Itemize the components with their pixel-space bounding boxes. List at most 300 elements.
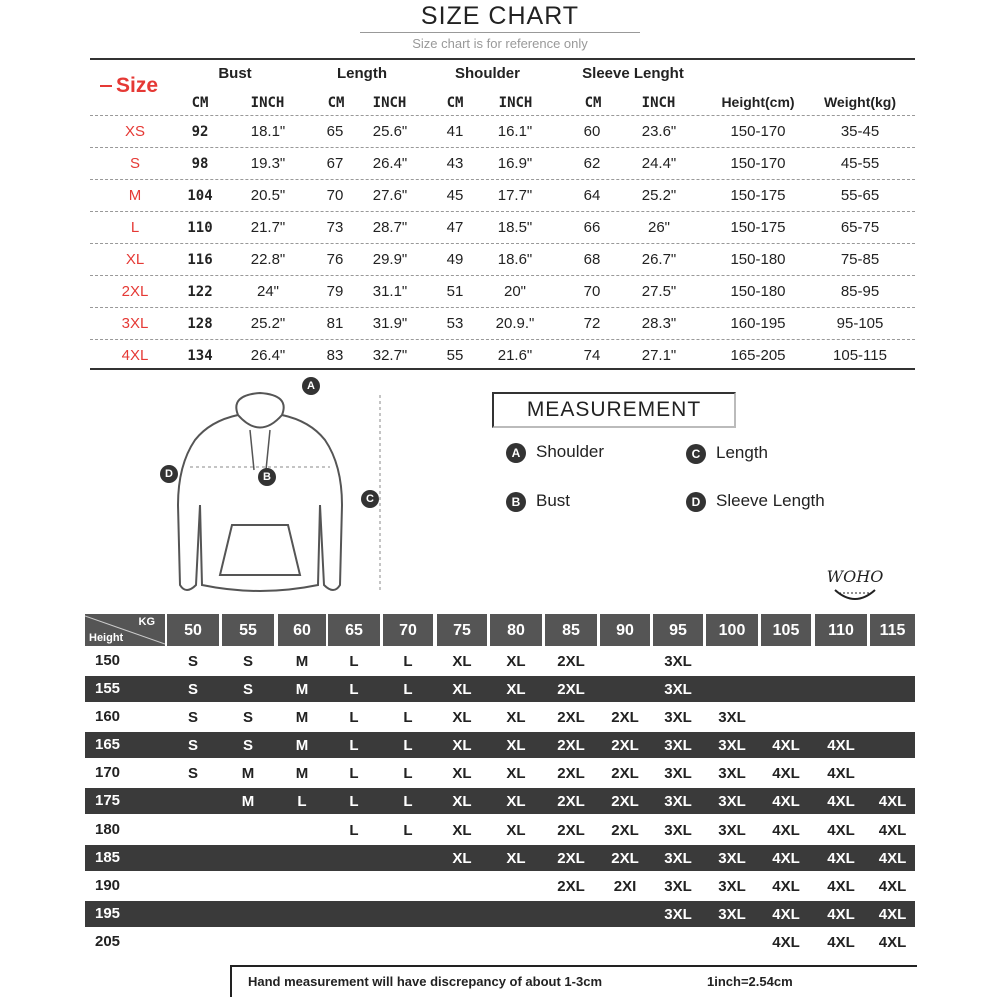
group-head-length: Length bbox=[337, 65, 387, 82]
size-value-cell: 19.3" bbox=[250, 155, 286, 172]
group-head-bust: Bust bbox=[218, 65, 252, 82]
size-name-cell: L bbox=[130, 219, 140, 236]
hw-row bbox=[85, 929, 915, 955]
size-recommendation-cell: 3XL bbox=[718, 709, 746, 726]
size-recommendation-cell: 3XL bbox=[664, 906, 692, 923]
size-value-cell: 150-170 bbox=[730, 123, 786, 140]
size-value-cell: 55-65 bbox=[840, 187, 880, 204]
height-label-cell: 180 bbox=[95, 821, 121, 838]
size-recommendation-cell: XL bbox=[506, 793, 526, 810]
hw-corner-cell: KG Height bbox=[85, 614, 165, 646]
weight-header-cell: 75 bbox=[437, 614, 487, 646]
height-label-cell: 185 bbox=[95, 849, 121, 866]
size-recommendation-cell: 4XL bbox=[878, 906, 907, 923]
size-recommendation-cell bbox=[167, 817, 219, 843]
size-recommendation-cell bbox=[815, 704, 867, 730]
size-name-cell: 2XL bbox=[121, 283, 149, 300]
hw-row bbox=[85, 732, 915, 758]
size-recommendation-cell: 4XL bbox=[878, 793, 907, 810]
size-row bbox=[90, 243, 915, 276]
size-row bbox=[90, 147, 915, 180]
size-recommendation-cell: L bbox=[403, 765, 413, 782]
size-value-cell: 110 bbox=[187, 220, 213, 236]
unit-head: INCH bbox=[250, 95, 285, 111]
legend-shoulder: A Shoulder bbox=[506, 441, 604, 463]
size-value-cell: 105-115 bbox=[833, 347, 887, 364]
size-recommendation-cell bbox=[278, 873, 326, 899]
hw-header-row bbox=[85, 614, 915, 646]
size-recommendation-cell bbox=[600, 676, 650, 702]
size-recommendation-cell: XL bbox=[452, 822, 472, 839]
size-value-cell: 70 bbox=[583, 283, 601, 300]
size-value-cell: 53 bbox=[446, 315, 464, 332]
height-label-cell: 190 bbox=[95, 877, 121, 894]
height-label-cell: 160 bbox=[95, 708, 121, 725]
size-value-cell: 92 bbox=[191, 124, 209, 140]
size-recommendation-cell bbox=[437, 873, 487, 899]
size-value-cell: 79 bbox=[326, 283, 344, 300]
size-recommendation-cell bbox=[490, 873, 542, 899]
size-value-cell: 134 bbox=[187, 348, 213, 364]
size-value-cell: 65 bbox=[326, 123, 344, 140]
size-value-cell: 21.6" bbox=[497, 347, 533, 364]
size-recommendation-cell bbox=[490, 901, 542, 927]
hw-row bbox=[85, 648, 915, 674]
size-value-cell: 41 bbox=[446, 123, 464, 140]
size-recommendation-cell: XL bbox=[452, 653, 472, 670]
size-recommendation-cell: 4XL bbox=[772, 793, 800, 810]
size-recommendation-cell bbox=[383, 929, 433, 955]
size-recommendation-cell: 2XL bbox=[557, 737, 585, 754]
size-name-cell: XS bbox=[124, 123, 145, 140]
size-recommendation-cell bbox=[437, 929, 487, 955]
size-recommendation-cell: 4XL bbox=[827, 822, 855, 839]
svg-text:WOHO: WOHO bbox=[826, 567, 884, 586]
size-recommendation-cell: 4XL bbox=[827, 934, 855, 951]
legend-bust: B Bust bbox=[506, 490, 570, 512]
size-recommendation-cell: 4XL bbox=[772, 737, 800, 754]
size-recommendation-cell bbox=[600, 929, 650, 955]
size-recommendation-cell: XL bbox=[452, 850, 472, 867]
size-value-cell: 83 bbox=[326, 347, 344, 364]
size-recommendation-cell bbox=[328, 845, 380, 871]
size-recommendation-cell: 3XL bbox=[718, 906, 746, 923]
weight-header-cell: 115 bbox=[870, 614, 915, 646]
size-recommendation-cell bbox=[653, 929, 703, 955]
size-recommendation-cell: 3XL bbox=[664, 793, 692, 810]
size-recommendation-cell bbox=[870, 648, 915, 674]
height-label-cell: 195 bbox=[95, 905, 121, 922]
size-value-cell: 18.6" bbox=[497, 251, 533, 268]
weight-header-cell: 105 bbox=[761, 614, 811, 646]
size-recommendation-cell: S bbox=[242, 709, 253, 726]
size-recommendation-cell: 4XL bbox=[878, 822, 907, 839]
size-value-cell: 150-170 bbox=[730, 155, 786, 172]
size-recommendation-cell: 4XL bbox=[772, 765, 800, 782]
discrepancy-note: Hand measurement will have discrepancy of about 1-3cm bbox=[248, 974, 603, 989]
size-recommendation-cell bbox=[870, 676, 915, 702]
size-recommendation-cell: XL bbox=[506, 709, 526, 726]
hw-row bbox=[85, 704, 915, 730]
weight-header-cell: 100 bbox=[706, 614, 758, 646]
size-recommendation-cell: L bbox=[349, 681, 359, 698]
size-value-cell: 26.4" bbox=[372, 155, 408, 172]
size-value-cell: 45 bbox=[446, 187, 464, 204]
size-value-cell: 49 bbox=[446, 251, 464, 268]
size-value-cell: 28.3" bbox=[641, 315, 677, 332]
size-row bbox=[90, 115, 915, 148]
size-recommendation-cell: L bbox=[349, 737, 359, 754]
size-recommendation-cell: 4XL bbox=[878, 934, 907, 951]
size-value-cell: 45-55 bbox=[840, 155, 880, 172]
size-value-cell: 23.6" bbox=[641, 123, 677, 140]
size-value-cell: 128 bbox=[187, 316, 213, 332]
size-value-cell: 55 bbox=[446, 347, 464, 364]
size-value-cell: 31.9" bbox=[372, 315, 408, 332]
size-recommendation-cell: 2XL bbox=[557, 709, 585, 726]
size-recommendation-cell: 4XL bbox=[878, 850, 907, 867]
badge-b: B bbox=[258, 468, 276, 486]
weight-header-cell: 50 bbox=[167, 614, 219, 646]
weight-header-cell: 90 bbox=[600, 614, 650, 646]
size-recommendation-cell: 3XL bbox=[664, 765, 692, 782]
hw-row bbox=[85, 901, 915, 927]
unit-head: CM bbox=[584, 95, 602, 111]
size-name-cell: 4XL bbox=[121, 347, 149, 364]
hw-row bbox=[85, 817, 915, 843]
group-head-sleeve: Sleeve Lenght bbox=[582, 65, 684, 82]
unit-head: INCH bbox=[372, 95, 407, 111]
weight-header-cell: 80 bbox=[490, 614, 542, 646]
size-value-cell: 70 bbox=[326, 187, 344, 204]
size-value-cell: 24.4" bbox=[641, 155, 677, 172]
size-value-cell: 62 bbox=[583, 155, 601, 172]
size-recommendation-cell bbox=[383, 901, 433, 927]
page-title: SIZE CHART bbox=[420, 2, 580, 30]
size-row bbox=[90, 275, 915, 308]
hw-row bbox=[85, 760, 915, 786]
size-recommendation-cell bbox=[328, 929, 380, 955]
measurement-title: MEASUREMENT bbox=[492, 392, 736, 428]
size-value-cell: 122 bbox=[187, 284, 213, 300]
size-recommendation-cell: 3XL bbox=[718, 878, 746, 895]
size-value-cell: 25.2" bbox=[641, 187, 677, 204]
size-value-cell: 150-180 bbox=[730, 283, 786, 300]
weight-header-cell: 70 bbox=[383, 614, 433, 646]
height-label-cell: 175 bbox=[95, 792, 121, 809]
size-value-cell: 20.9." bbox=[495, 315, 535, 332]
size-recommendation-cell bbox=[222, 817, 274, 843]
size-recommendation-cell: M bbox=[295, 709, 309, 726]
size-value-cell: 64 bbox=[583, 187, 601, 204]
size-recommendation-cell bbox=[278, 817, 326, 843]
size-value-cell: 25.6" bbox=[372, 123, 408, 140]
title-divider bbox=[360, 32, 640, 33]
size-recommendation-cell: XL bbox=[506, 737, 526, 754]
size-recommendation-cell: 2XL bbox=[557, 653, 585, 670]
height-label-cell: 165 bbox=[95, 736, 121, 753]
size-value-cell: 85-95 bbox=[840, 283, 880, 300]
unit-head: INCH bbox=[641, 95, 676, 111]
size-recommendation-cell bbox=[706, 929, 758, 955]
conversion-note: 1inch=2.54cm bbox=[707, 974, 793, 989]
size-recommendation-cell: 4XL bbox=[772, 850, 800, 867]
size-value-cell: 73 bbox=[326, 219, 344, 236]
page-subtitle: Size chart is for reference only bbox=[412, 36, 588, 51]
size-recommendation-cell bbox=[328, 901, 380, 927]
size-table-top-border bbox=[90, 58, 915, 60]
badge-a: A bbox=[302, 377, 320, 395]
unit-head: INCH bbox=[498, 95, 533, 111]
size-value-cell: 26" bbox=[647, 219, 670, 236]
size-recommendation-cell: 3XL bbox=[664, 709, 692, 726]
size-value-cell: 68 bbox=[583, 251, 601, 268]
height-label-cell: 150 bbox=[95, 652, 121, 669]
size-value-cell: 98 bbox=[191, 156, 209, 172]
weight-header-cell: 65 bbox=[328, 614, 380, 646]
size-recommendation-cell bbox=[870, 732, 915, 758]
size-recommendation-cell: XL bbox=[452, 793, 472, 810]
size-recommendation-cell bbox=[222, 901, 274, 927]
size-recommendation-cell: L bbox=[349, 793, 359, 810]
size-recommendation-cell: L bbox=[403, 653, 413, 670]
size-recommendation-cell bbox=[545, 929, 597, 955]
size-value-cell: 31.1" bbox=[372, 283, 408, 300]
size-value-cell: 35-45 bbox=[840, 123, 880, 140]
legend-length: C Length bbox=[686, 442, 768, 464]
size-recommendation-cell: S bbox=[187, 709, 198, 726]
size-recommendation-cell: 2XL bbox=[557, 878, 585, 895]
size-name-cell: XL bbox=[125, 251, 145, 268]
size-recommendation-cell bbox=[761, 704, 811, 730]
size-value-cell: 165-205 bbox=[730, 347, 786, 364]
unit-head: CM bbox=[446, 95, 464, 111]
hw-row bbox=[85, 845, 915, 871]
height-label-cell: 205 bbox=[95, 933, 121, 950]
height-label-cell: 170 bbox=[95, 764, 121, 781]
size-recommendation-cell: M bbox=[241, 765, 255, 782]
size-value-cell: 27.1" bbox=[641, 347, 677, 364]
size-recommendation-cell: 3XL bbox=[718, 793, 746, 810]
size-recommendation-cell: 2XL bbox=[557, 822, 585, 839]
size-table-bottom-border bbox=[90, 368, 915, 370]
hw-row bbox=[85, 788, 915, 814]
size-value-cell: 116 bbox=[187, 252, 213, 268]
hoodie-diagram bbox=[150, 385, 390, 610]
size-value-cell: 67 bbox=[326, 155, 344, 172]
legend-sleeve-length: D Sleeve Length bbox=[686, 490, 825, 512]
size-value-cell: 160-195 bbox=[730, 315, 786, 332]
size-row bbox=[90, 307, 915, 340]
size-value-cell: 150-175 bbox=[730, 219, 786, 236]
size-recommendation-cell: M bbox=[241, 793, 255, 810]
size-recommendation-cell: L bbox=[349, 765, 359, 782]
weight-header-cell: 85 bbox=[545, 614, 597, 646]
size-recommendation-cell: 4XL bbox=[772, 822, 800, 839]
size-recommendation-cell: 4XL bbox=[827, 906, 855, 923]
size-value-cell: 22.8" bbox=[250, 251, 286, 268]
size-value-cell: 18.5" bbox=[497, 219, 533, 236]
size-value-cell: 74 bbox=[583, 347, 601, 364]
size-recommendation-cell bbox=[222, 929, 274, 955]
size-recommendation-cell: L bbox=[403, 822, 413, 839]
size-recommendation-cell bbox=[167, 901, 219, 927]
size-recommendation-cell: L bbox=[349, 822, 359, 839]
size-recommendation-cell: M bbox=[295, 737, 309, 754]
size-recommendation-cell: 4XL bbox=[772, 906, 800, 923]
size-recommendation-cell: 2XL bbox=[557, 793, 585, 810]
size-recommendation-cell: 2XL bbox=[611, 709, 639, 726]
size-recommendation-cell: 3XL bbox=[664, 653, 692, 670]
size-recommendation-cell bbox=[706, 676, 758, 702]
size-recommendation-cell: 2XL bbox=[611, 822, 639, 839]
size-recommendation-cell: 2XL bbox=[611, 850, 639, 867]
size-value-cell: 20" bbox=[503, 283, 526, 300]
size-recommendation-cell: S bbox=[242, 737, 253, 754]
size-recommendation-cell: 3XL bbox=[718, 737, 746, 754]
size-value-cell: 43 bbox=[446, 155, 464, 172]
size-recommendation-cell: 3XL bbox=[718, 765, 746, 782]
size-value-cell: 16.1" bbox=[497, 123, 533, 140]
size-row bbox=[90, 211, 915, 244]
size-recommendation-cell: 4XL bbox=[827, 793, 855, 810]
size-recommendation-cell: 4XL bbox=[827, 878, 855, 895]
size-recommendation-cell: 2XL bbox=[611, 737, 639, 754]
size-recommendation-cell bbox=[383, 873, 433, 899]
size-value-cell: 27.6" bbox=[372, 187, 408, 204]
group-head-shoulder: Shoulder bbox=[454, 65, 520, 82]
size-recommendation-cell bbox=[167, 845, 219, 871]
size-recommendation-cell: XL bbox=[506, 681, 526, 698]
unit-head-height: Height(cm) bbox=[721, 94, 795, 110]
weight-header-cell: 95 bbox=[653, 614, 703, 646]
size-recommendation-cell: 4XL bbox=[827, 737, 855, 754]
size-recommendation-cell: XL bbox=[506, 765, 526, 782]
weight-header-cell: 110 bbox=[815, 614, 867, 646]
size-recommendation-cell: 3XL bbox=[664, 878, 692, 895]
size-row bbox=[90, 179, 915, 212]
hw-row bbox=[85, 676, 915, 702]
size-name-cell: S bbox=[129, 155, 140, 172]
size-recommendation-cell: L bbox=[297, 793, 307, 810]
size-value-cell: 72 bbox=[583, 315, 601, 332]
size-recommendation-cell bbox=[490, 929, 542, 955]
size-value-cell: 26.4" bbox=[250, 347, 286, 364]
badge-d: D bbox=[160, 465, 178, 483]
size-recommendation-cell: 2XI bbox=[613, 878, 637, 895]
footer-note bbox=[230, 965, 917, 997]
size-value-cell: 65-75 bbox=[840, 219, 880, 236]
size-recommendation-cell: XL bbox=[506, 653, 526, 670]
size-recommendation-cell: L bbox=[403, 793, 413, 810]
size-value-cell: 24" bbox=[256, 283, 279, 300]
hw-row bbox=[85, 873, 915, 899]
size-name-cell: M bbox=[128, 187, 142, 204]
size-recommendation-cell bbox=[761, 676, 811, 702]
size-recommendation-cell bbox=[278, 929, 326, 955]
size-column-label: Size bbox=[100, 74, 180, 98]
size-recommendation-cell: S bbox=[242, 653, 253, 670]
size-recommendation-cell bbox=[437, 901, 487, 927]
size-recommendation-cell: S bbox=[187, 765, 198, 782]
size-recommendation-cell bbox=[167, 873, 219, 899]
size-recommendation-cell: 3XL bbox=[664, 681, 692, 698]
size-value-cell: 28.7" bbox=[372, 219, 408, 236]
size-recommendation-cell bbox=[328, 873, 380, 899]
size-recommendation-cell: L bbox=[403, 681, 413, 698]
size-recommendation-cell bbox=[222, 845, 274, 871]
size-value-cell: 51 bbox=[446, 283, 464, 300]
unit-head: CM bbox=[327, 95, 345, 111]
size-recommendation-cell: 2XL bbox=[611, 793, 639, 810]
size-recommendation-cell: 2XL bbox=[611, 765, 639, 782]
size-recommendation-cell: L bbox=[403, 709, 413, 726]
size-value-cell: 47 bbox=[446, 219, 464, 236]
size-recommendation-cell: L bbox=[349, 653, 359, 670]
size-value-cell: 81 bbox=[326, 315, 344, 332]
size-recommendation-cell bbox=[600, 648, 650, 674]
size-recommendation-cell: 4XL bbox=[827, 765, 855, 782]
size-value-cell: 95-105 bbox=[836, 315, 884, 332]
size-value-cell: 150-180 bbox=[730, 251, 786, 268]
size-recommendation-cell: L bbox=[349, 709, 359, 726]
size-value-cell: 150-175 bbox=[730, 187, 786, 204]
size-value-cell: 29.9" bbox=[372, 251, 408, 268]
size-recommendation-cell: XL bbox=[452, 765, 472, 782]
size-recommendation-cell: 3XL bbox=[718, 822, 746, 839]
size-recommendation-cell: L bbox=[403, 737, 413, 754]
size-value-cell: 66 bbox=[583, 219, 601, 236]
size-recommendation-cell: M bbox=[295, 765, 309, 782]
size-value-cell: 18.1" bbox=[250, 123, 286, 140]
size-value-cell: 60 bbox=[583, 123, 601, 140]
unit-head-weight: Weight(kg) bbox=[823, 94, 897, 110]
size-recommendation-cell: 3XL bbox=[664, 850, 692, 867]
size-recommendation-cell: S bbox=[187, 737, 198, 754]
size-recommendation-cell bbox=[870, 760, 915, 786]
size-recommendation-cell bbox=[167, 788, 219, 814]
size-recommendation-cell bbox=[278, 845, 326, 871]
size-recommendation-cell: XL bbox=[452, 681, 472, 698]
size-recommendation-cell bbox=[383, 845, 433, 871]
size-value-cell: 104 bbox=[187, 188, 213, 204]
size-recommendation-cell bbox=[167, 929, 219, 955]
size-recommendation-cell: 4XL bbox=[878, 878, 907, 895]
size-recommendation-cell: XL bbox=[506, 822, 526, 839]
size-recommendation-cell bbox=[815, 676, 867, 702]
size-recommendation-cell bbox=[815, 648, 867, 674]
size-recommendation-cell: 2XL bbox=[557, 765, 585, 782]
size-recommendation-cell: 2XL bbox=[557, 850, 585, 867]
size-value-cell: 17.7" bbox=[497, 187, 533, 204]
size-value-cell: 27.5" bbox=[641, 283, 677, 300]
size-recommendation-cell: S bbox=[242, 681, 253, 698]
size-recommendation-cell bbox=[761, 648, 811, 674]
size-recommendation-cell bbox=[278, 901, 326, 927]
unit-head: CM bbox=[191, 95, 209, 111]
size-recommendation-cell: XL bbox=[452, 737, 472, 754]
size-recommendation-cell: M bbox=[295, 653, 309, 670]
size-value-cell: 20.5" bbox=[250, 187, 286, 204]
size-recommendation-cell bbox=[545, 901, 597, 927]
size-value-cell: 16.9" bbox=[497, 155, 533, 172]
size-recommendation-cell: 4XL bbox=[827, 850, 855, 867]
size-recommendation-cell bbox=[870, 704, 915, 730]
size-recommendation-cell: 2XL bbox=[557, 681, 585, 698]
brand-logo bbox=[825, 560, 885, 610]
size-recommendation-cell: XL bbox=[506, 850, 526, 867]
size-recommendation-cell bbox=[706, 648, 758, 674]
